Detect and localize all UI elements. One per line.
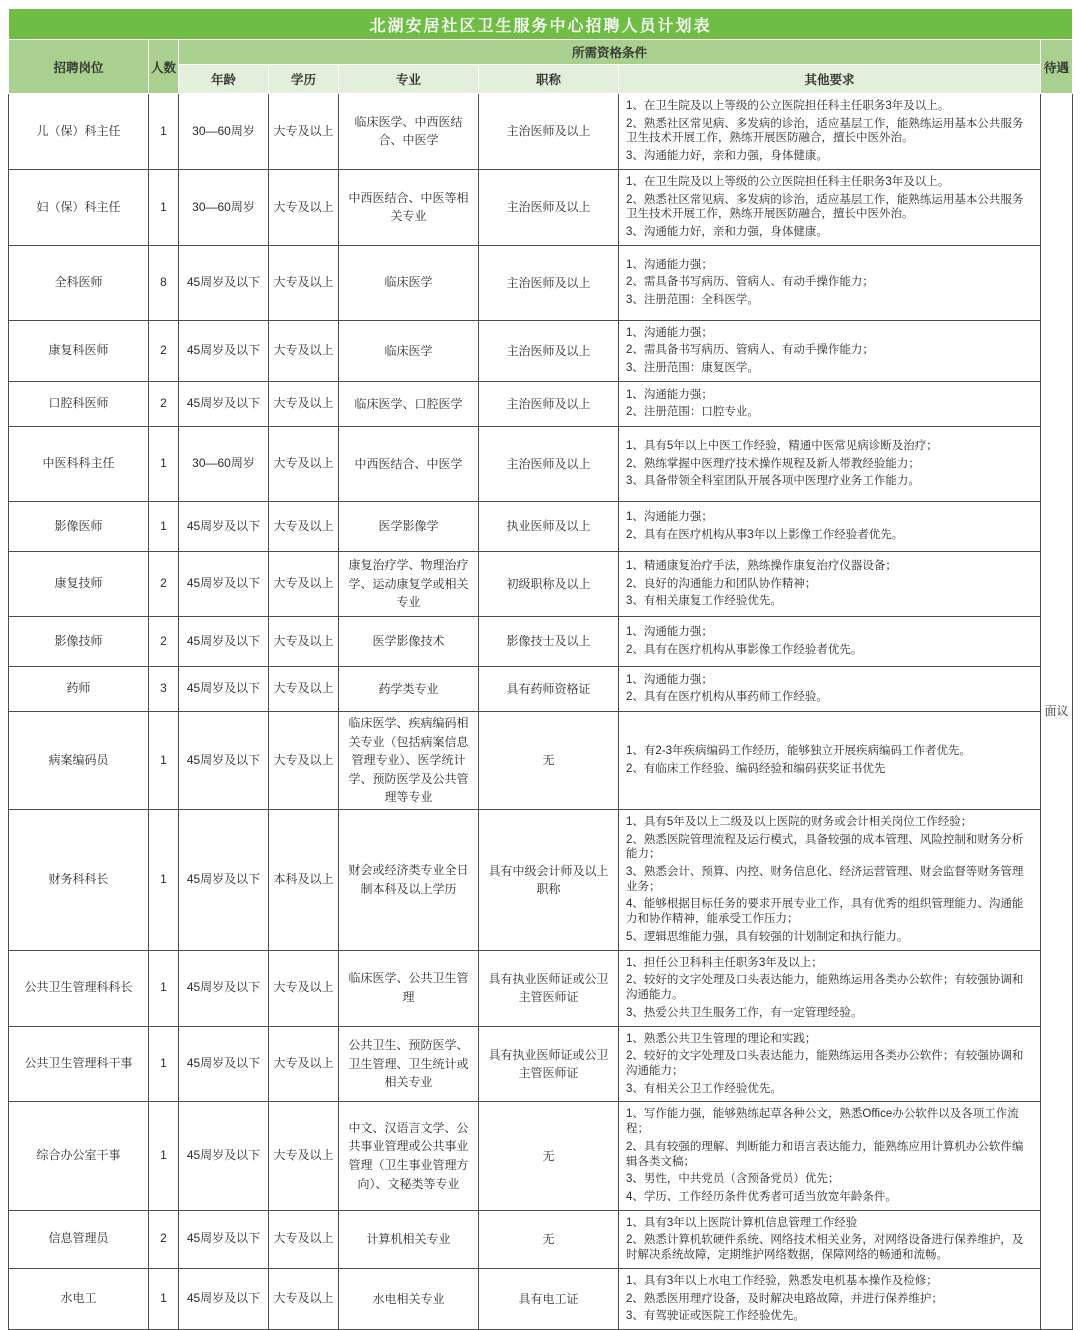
requirement-line: 4、学历、工作经历条件优秀者可适当放宽年龄条件。 <box>626 1190 897 1203</box>
cell-count: 2 <box>149 551 179 616</box>
requirement-line: 3、有驾驶证或医院工作经验优先。 <box>626 1310 805 1323</box>
col-header-education: 学历 <box>269 65 339 94</box>
cell-job-title: 具有执业医师证或公卫主管医师证 <box>479 1026 619 1102</box>
cell-other-requirements <box>619 1026 1041 1102</box>
cell-count: 1 <box>149 501 179 551</box>
requirement-line: 2、注册范围：口腔专业。 <box>626 406 759 419</box>
cell-count: 1 <box>149 711 179 809</box>
cell-job-title: 主治医师及以上 <box>479 426 619 501</box>
requirement-line: 2、熟悉计算机软硬件系统、网络技术相关业务，对网络设备进行保养维护，及时解决系统故障，定期维护网络数据，保障网络的畅通和流畅。 <box>626 1234 1024 1262</box>
requirement-line: 2、熟悉医用理疗设备，及时解决电路故障，并进行保养维护； <box>626 1292 943 1305</box>
requirement-line: 1、沟通能力强； <box>626 258 713 271</box>
cell-age: 45周岁及以下 <box>179 1102 269 1210</box>
cell-age: 45周岁及以下 <box>179 320 269 381</box>
cell-job-title: 主治医师及以上 <box>479 381 619 426</box>
cell-position: 康复技师 <box>9 551 149 616</box>
cell-age: 45周岁及以下 <box>179 501 269 551</box>
cell-education: 大专及以上 <box>269 1210 339 1268</box>
cell-education: 大专及以上 <box>269 94 339 170</box>
col-header-age: 年龄 <box>179 65 269 94</box>
cell-other-requirements <box>619 381 1041 426</box>
requirement-line: 1、在卫生院及以上等级的公立医院担任科主任职务3年及以上。 <box>626 100 950 112</box>
requirement-line: 2、具有在医疗机构从事影像工作经验者优先。 <box>626 643 863 656</box>
table-row <box>9 950 1073 1026</box>
cell-position: 儿（保）科主任 <box>9 94 149 170</box>
cell-position: 中医科科主任 <box>9 426 149 501</box>
table-row <box>9 1102 1073 1210</box>
requirement-line: 1、沟通能力强； <box>626 388 713 401</box>
cell-job-title: 初级职称及以上 <box>479 551 619 616</box>
requirement-line: 2、具有在医疗机构从事药师工作经验。 <box>626 691 828 704</box>
requirement-line: 3、具备带领全科室团队开展各项中医理疗业务工作能力。 <box>626 475 920 488</box>
cell-major: 计算机相关专业 <box>339 1210 479 1268</box>
cell-education: 大专及以上 <box>269 666 339 711</box>
cell-other-requirements <box>619 426 1041 501</box>
recruitment-table <box>8 8 1073 1330</box>
cell-other-requirements <box>619 666 1041 711</box>
cell-education: 大专及以上 <box>269 501 339 551</box>
cell-major: 中西医结合、中医学 <box>339 426 479 501</box>
cell-position: 综合办公室干事 <box>9 1102 149 1210</box>
cell-job-title: 无 <box>479 1102 619 1210</box>
requirement-line: 1、具有5年及以上二级及以上医院的财务或会计相关岗位工作经验； <box>626 815 973 828</box>
table-header <box>9 9 1073 94</box>
cell-age: 30—60周岁 <box>179 94 269 170</box>
cell-position: 公共卫生管理科干事 <box>9 1026 149 1102</box>
cell-job-title: 主治医师及以上 <box>479 94 619 170</box>
cell-major: 临床医学 <box>339 245 479 320</box>
salary-cell: 面议 <box>1041 94 1073 1330</box>
cell-education: 大专及以上 <box>269 426 339 501</box>
cell-age: 45周岁及以下 <box>179 616 269 666</box>
cell-education: 本科及以上 <box>269 809 339 950</box>
cell-position: 水电工 <box>9 1268 149 1329</box>
requirement-line: 2、具有在医疗机构从事3年以上影像工作经验者优先。 <box>626 528 904 541</box>
cell-education: 大专及以上 <box>269 616 339 666</box>
table-row <box>9 616 1073 666</box>
table-row <box>9 666 1073 711</box>
cell-count: 1 <box>149 1268 179 1329</box>
cell-education: 大专及以上 <box>269 1026 339 1102</box>
requirement-line: 3、注册范围：康复医学。 <box>626 362 759 375</box>
col-header-job-title: 职称 <box>479 65 619 94</box>
requirement-line: 3、熟悉会计、预算、内控、财务信息化、经济运营管理、财会监督等财务管理业务； <box>626 866 1024 893</box>
table-row <box>9 245 1073 320</box>
cell-count: 2 <box>149 616 179 666</box>
cell-position: 影像医师 <box>9 501 149 551</box>
cell-count: 2 <box>149 381 179 426</box>
cell-job-title: 具有中级会计师及以上职称 <box>479 809 619 950</box>
col-header-qualifications: 所需资格条件 <box>179 40 1041 65</box>
cell-education: 大专及以上 <box>269 381 339 426</box>
cell-age: 45周岁及以下 <box>179 551 269 616</box>
cell-age: 45周岁及以下 <box>179 245 269 320</box>
cell-position: 康复科医师 <box>9 320 149 381</box>
cell-education: 大专及以上 <box>269 1102 339 1210</box>
table-row <box>9 501 1073 551</box>
cell-job-title: 主治医师及以上 <box>479 169 619 245</box>
requirement-line: 2、需具备书写病历、管病人、有动手操作能力； <box>626 276 874 289</box>
requirement-line: 1、精通康复治疗手法，熟练操作康复治疗仪器设备； <box>626 559 897 572</box>
cell-education: 大专及以上 <box>269 1268 339 1329</box>
cell-position: 影像技师 <box>9 616 149 666</box>
requirement-line: 1、沟通能力强； <box>626 511 713 524</box>
cell-major: 临床医学、公共卫生管理 <box>339 950 479 1026</box>
table-row <box>9 809 1073 950</box>
requirement-line: 3、有相关公卫工作经验优先。 <box>626 1082 782 1095</box>
table-row <box>9 711 1073 809</box>
cell-count: 3 <box>149 666 179 711</box>
cell-count: 1 <box>149 1026 179 1102</box>
cell-age: 45周岁及以下 <box>179 666 269 711</box>
requirement-line: 2、具有较强的理解、判断能力和语言表达能力，能熟练应用计算机办公软件编辑各类文稿； <box>626 1140 1024 1168</box>
cell-major: 康复治疗学、物理治疗学、运动康复学或相关专业 <box>339 551 479 616</box>
col-header-position: 招聘岗位 <box>9 40 149 94</box>
cell-education: 大专及以上 <box>269 711 339 809</box>
cell-job-title: 具有电工证 <box>479 1268 619 1329</box>
cell-age: 45周岁及以下 <box>179 1268 269 1329</box>
cell-age: 45周岁及以下 <box>179 711 269 809</box>
requirement-line: 3、沟通能力好，亲和力强，身体健康。 <box>626 150 828 163</box>
cell-count: 1 <box>149 1102 179 1210</box>
requirement-line: 2、熟悉医院管理流程及运行模式，具备较强的成本管理、风险控制和财务分析能力； <box>626 833 1024 861</box>
cell-major: 医学影像学 <box>339 501 479 551</box>
requirement-line: 4、能够根据目标任务的要求开展专业工作，具有优秀的组织管理能力、沟通能力和协作精神，能承受工作压力； <box>626 898 1024 926</box>
cell-job-title: 具有药师资格证 <box>479 666 619 711</box>
cell-education: 大专及以上 <box>269 551 339 616</box>
cell-other-requirements <box>619 551 1041 616</box>
cell-position: 公共卫生管理科科长 <box>9 950 149 1026</box>
cell-other-requirements <box>619 616 1041 666</box>
cell-other-requirements <box>619 169 1041 245</box>
cell-position: 药师 <box>9 666 149 711</box>
requirement-line: 2、较好的文字处理及口头表达能力，能熟练运用各类办公软件；有较强协调和沟通能力。 <box>626 974 1024 1002</box>
cell-other-requirements <box>619 94 1041 170</box>
requirement-line: 1、沟通能力强； <box>626 626 713 639</box>
table-row <box>9 551 1073 616</box>
cell-major: 公共卫生、预防医学、卫生管理、卫生统计或相关专业 <box>339 1026 479 1102</box>
cell-major: 医学影像技术 <box>339 616 479 666</box>
cell-other-requirements <box>619 1210 1041 1268</box>
cell-major: 临床医学 <box>339 320 479 381</box>
requirement-line: 3、注册范围：全科医学。 <box>626 294 759 307</box>
requirement-line: 1、写作能力强，能够熟练起草各种公文，熟悉Office办公软件以及各项工作流程； <box>626 1108 1019 1136</box>
cell-job-title: 无 <box>479 711 619 809</box>
recruitment-plan-sheet <box>8 8 1072 1330</box>
requirement-line: 1、在卫生院及以上等级的公立医院担任科主任职务3年及以上。 <box>626 175 950 188</box>
title-row <box>9 9 1073 40</box>
cell-age: 45周岁及以下 <box>179 1210 269 1268</box>
cell-other-requirements <box>619 1268 1041 1329</box>
cell-education: 大专及以上 <box>269 320 339 381</box>
cell-count: 1 <box>149 809 179 950</box>
page-title: 北湖安居社区卫生服务中心招聘人员计划表 <box>9 9 1073 40</box>
cell-job-title: 执业医师及以上 <box>479 501 619 551</box>
cell-position: 信息管理员 <box>9 1210 149 1268</box>
table-row <box>9 1268 1073 1329</box>
cell-job-title: 主治医师及以上 <box>479 245 619 320</box>
table-row <box>9 426 1073 501</box>
cell-other-requirements <box>619 1102 1041 1210</box>
cell-count: 2 <box>149 1210 179 1268</box>
cell-education: 大专及以上 <box>269 950 339 1026</box>
cell-job-title: 具有执业医师证或公卫主管医师证 <box>479 950 619 1026</box>
cell-major: 水电相关专业 <box>339 1268 479 1329</box>
table-row <box>9 320 1073 381</box>
cell-job-title: 无 <box>479 1210 619 1268</box>
cell-major: 临床医学、疾病编码相关专业（包括病案信息管理专业）、医学统计学、预防医学及公共管理等专业 <box>339 711 479 809</box>
requirement-line: 2、较好的文字处理及口头表达能力，能熟练运用各类办公软件；有较强协调和沟通能力； <box>626 1050 1024 1077</box>
requirement-line: 3、沟通能力好，亲和力强，身体健康。 <box>626 226 828 239</box>
cell-education: 大专及以上 <box>269 169 339 245</box>
requirement-line: 1、具有3年以上医院计算机信息管理工作经验 <box>626 1216 858 1229</box>
requirement-line: 2、良好的沟通能力和团队协作精神； <box>626 577 817 590</box>
requirement-line: 2、需具备书写病历、管病人、有动手操作能力； <box>626 344 874 357</box>
cell-major: 药学类专业 <box>339 666 479 711</box>
requirement-line: 1、沟通能力强； <box>626 326 713 339</box>
table-body <box>9 94 1073 1330</box>
cell-position: 病案编码员 <box>9 711 149 809</box>
requirement-line: 3、热爱公共卫生服务工作，有一定管理经验。 <box>626 1006 863 1019</box>
cell-age: 30—60周岁 <box>179 426 269 501</box>
col-header-count: 人数 <box>149 40 179 94</box>
requirement-line: 3、有相关康复工作经验优先。 <box>626 595 782 608</box>
cell-other-requirements <box>619 245 1041 320</box>
requirement-line: 1、熟悉公共卫生管理的理论和实践； <box>626 1032 817 1045</box>
requirement-line: 3、男性，中共党员（含预备党员）优先； <box>626 1173 840 1186</box>
cell-count: 1 <box>149 950 179 1026</box>
table-row <box>9 94 1073 170</box>
table-row <box>9 1210 1073 1268</box>
requirement-line: 2、熟练掌握中医理疗技术操作规程及新人带教经验能力； <box>626 457 920 470</box>
cell-major: 临床医学、中西医结合、中医学 <box>339 94 479 170</box>
cell-position: 财务科科长 <box>9 809 149 950</box>
cell-other-requirements <box>619 501 1041 551</box>
table-row <box>9 381 1073 426</box>
table-row <box>9 169 1073 245</box>
cell-major: 财会或经济类专业全日制本科及以上学历 <box>339 809 479 950</box>
table-row <box>9 1026 1073 1102</box>
cell-age: 30—60周岁 <box>179 169 269 245</box>
cell-count: 1 <box>149 94 179 170</box>
cell-job-title: 主治医师及以上 <box>479 320 619 381</box>
requirement-line: 5、逻辑思维能力强，具有较强的计划制定和执行能力。 <box>626 930 909 943</box>
cell-other-requirements <box>619 711 1041 809</box>
cell-major: 中西医结合、中医等相关专业 <box>339 169 479 245</box>
cell-age: 45周岁及以下 <box>179 950 269 1026</box>
header-row-main <box>9 40 1073 65</box>
cell-count: 1 <box>149 169 179 245</box>
cell-age: 45周岁及以下 <box>179 1026 269 1102</box>
col-header-major: 专业 <box>339 65 479 94</box>
col-header-salary: 待遇 <box>1041 40 1073 94</box>
cell-count: 2 <box>149 320 179 381</box>
cell-major: 中文、汉语言文学、公共事业管理或公共事业管理（卫生事业管理方向）、文秘类等专业 <box>339 1102 479 1210</box>
cell-education: 大专及以上 <box>269 245 339 320</box>
requirement-line: 1、具有5年以上中医工作经验，精通中医常见病诊断及治疗； <box>626 439 938 452</box>
requirement-line: 2、熟悉社区常见病、多发病的诊治，适应基层工作，能熟练运用基本公共服务卫生技术开展工作，熟练开展医防融合，擅长中医外治。 <box>626 117 1024 145</box>
requirement-line: 2、熟悉社区常见病、多发病的诊治，适应基层工作，能熟练运用基本公共服务卫生技术开展工作，熟练开展医防融合，擅长中医外治。 <box>626 193 1024 221</box>
cell-position: 口腔科医师 <box>9 381 149 426</box>
cell-age: 45周岁及以下 <box>179 809 269 950</box>
cell-position: 全科医师 <box>9 245 149 320</box>
requirement-line: 1、具有3年以上水电工作经验，熟悉发电机基本操作及检修； <box>626 1274 938 1287</box>
cell-age: 45周岁及以下 <box>179 381 269 426</box>
requirement-line: 1、担任公卫科科主任职务3年及以上； <box>626 956 823 969</box>
cell-position: 妇（保）科主任 <box>9 169 149 245</box>
cell-other-requirements <box>619 809 1041 950</box>
cell-other-requirements <box>619 950 1041 1026</box>
requirement-line: 2、有临床工作经验、编码经验和编码获奖证书优先 <box>626 762 886 775</box>
cell-job-title: 影像技士及以上 <box>479 616 619 666</box>
requirement-line: 1、有2-3年疾病编码工作经历，能够独立开展疾病编码工作者优先。 <box>626 745 972 758</box>
cell-count: 1 <box>149 426 179 501</box>
col-header-other: 其他要求 <box>619 65 1041 94</box>
cell-other-requirements <box>619 320 1041 381</box>
cell-major: 临床医学、口腔医学 <box>339 381 479 426</box>
requirement-line: 1、沟通能力强； <box>626 673 713 686</box>
cell-count: 8 <box>149 245 179 320</box>
